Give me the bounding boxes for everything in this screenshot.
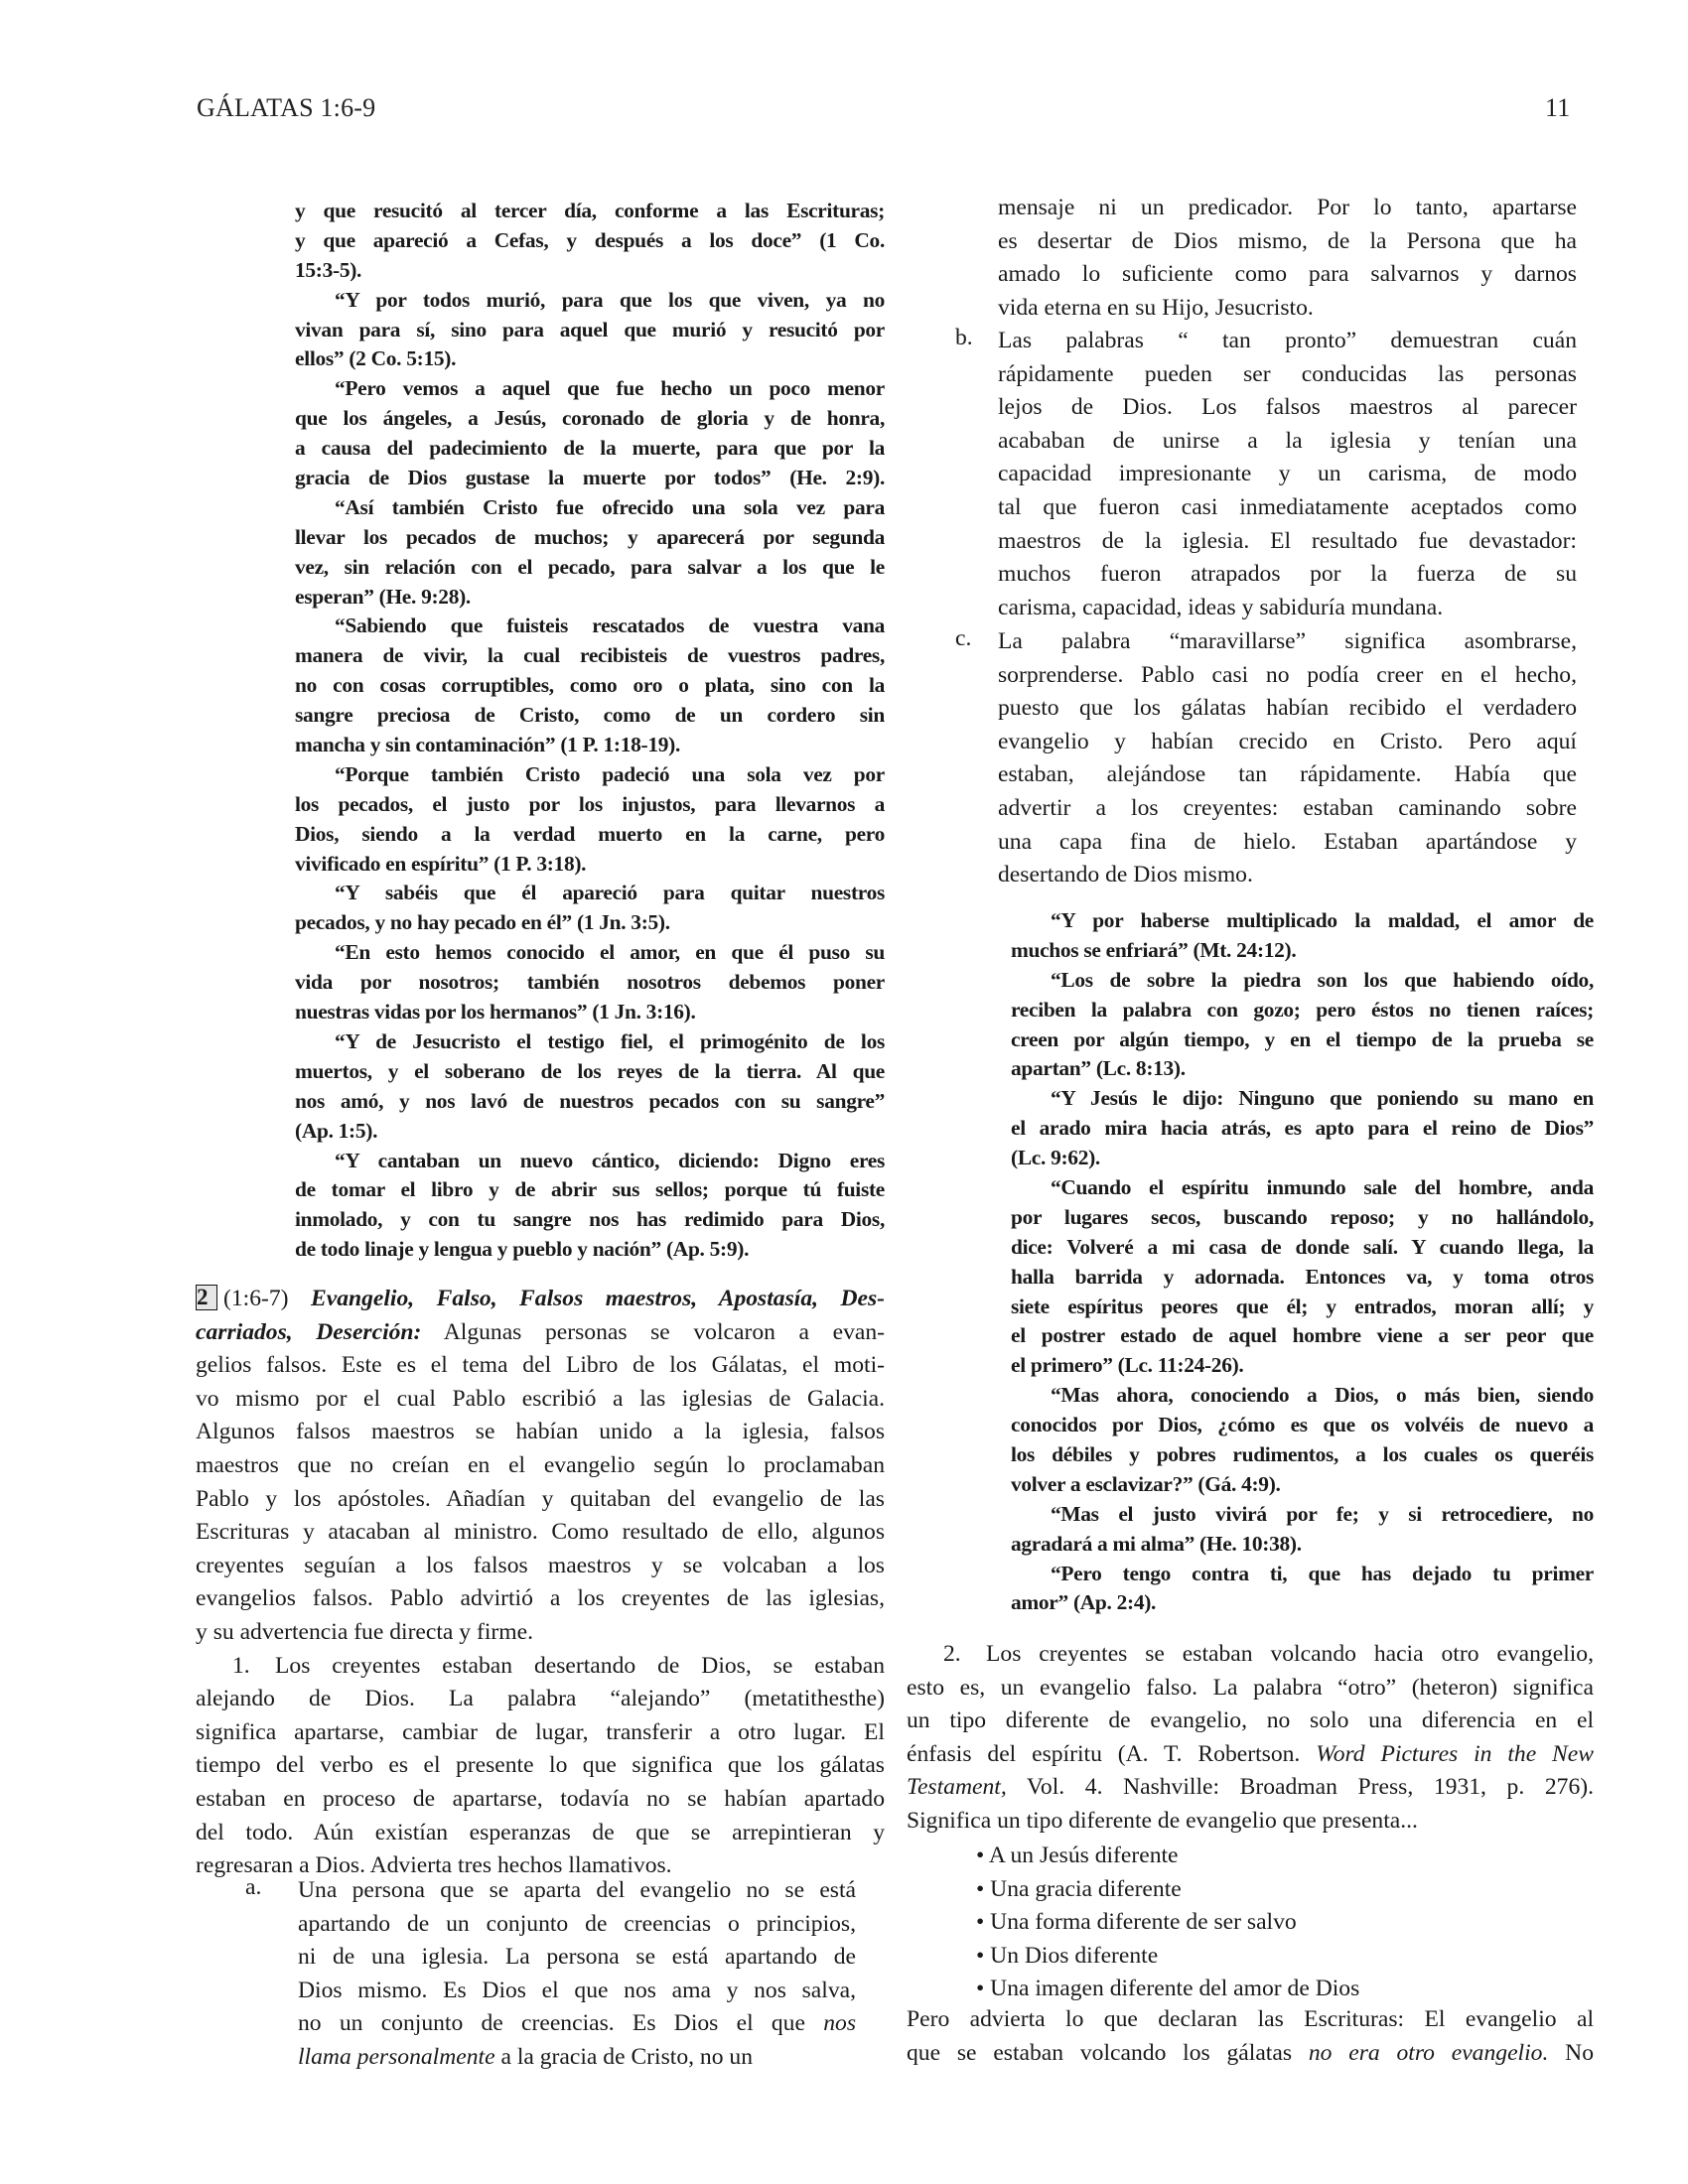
closing-paragraph	[907, 2003, 1594, 2070]
text-line: Dios mismo. Es Dios el que nos ama y nos salva,	[298, 1977, 856, 2003]
text-line: esto es, un evangelio falso. La palabra “otro” (heteron) significa	[907, 1674, 1594, 1701]
running-title: GÁLATAS 1:6-9	[197, 93, 376, 122]
text-line: es desertar de Dios mismo, de la Persona que ha	[998, 227, 1577, 254]
text-line: de todo linaje y lengua y pueblo y nación” (Ap. 5:9).	[295, 1237, 750, 1262]
text-line: vida por nosotros; también nosotros debemos poner	[295, 970, 885, 995]
text-line: no con cosas corruptibles, como oro o plata, sino con la	[295, 673, 885, 698]
text-line: pecados, y no hay pecado en él” (1 Jn. 3:5).	[295, 910, 670, 935]
text-line: advertir a los creyentes: estaban caminando sobre	[998, 794, 1577, 821]
text-line: lejos de Dios. Los falsos maestros al parecer	[998, 394, 1577, 421]
text-line: “Pero vemos a aquel que fue hecho un poco menor	[335, 376, 885, 401]
text-line: evangelios falsos. Pablo advirtió a los creyentes de las iglesias,	[196, 1585, 885, 1612]
section-heading-line-1	[196, 1283, 885, 1316]
text-line: “Cuando el espíritu inmundo sale del hombre, anda	[1051, 1175, 1594, 1200]
text-line: creen por algún tiempo, y en el tiempo de la prueba se	[1011, 1026, 1594, 1051]
text-line: vivan para sí, sino para aquel que murió y resucitó por	[295, 317, 885, 341]
section-2	[196, 1283, 885, 1883]
text-line: “Mas ahora, conociendo a Dios, o más bien, siendo	[1051, 1383, 1594, 1408]
right-quote-block	[1011, 906, 1594, 1618]
text-line: Significa un tipo diferente de evangelio que presenta...	[907, 1807, 1418, 1834]
point-2-body	[907, 1672, 1594, 1839]
text-line: y que apareció a Cefas, y después a los doce” (1 Co.	[295, 227, 885, 252]
text-line: siete espíritus peores que él; y entrados, moran allí; y	[1011, 1294, 1594, 1318]
text-line: Dios, siendo a la verdad muerto en la carne, pero	[295, 821, 885, 846]
closing-text-end: No	[1548, 2039, 1594, 2066]
text-line: rápidamente pueden ser conducidas las personas	[998, 360, 1577, 387]
text-line: La palabra “maravillarse” significa asombrarse,	[998, 628, 1577, 654]
left-quote-block	[295, 197, 885, 1265]
section-number-box: 2	[196, 1285, 217, 1310]
text-line: nos amó, y nos lavó de nuestros pecados con su sangre”	[295, 1088, 885, 1113]
text-line: gracia de Dios gustase la muerte por todos” (He. 2:9).	[295, 466, 885, 490]
bullet-item: • Una forma diferente de ser salvo	[976, 1909, 1297, 1936]
section-topics-continued: carriados, Deserción:	[196, 1318, 422, 1345]
text-line: maestros de la iglesia. El resultado fue devastador:	[998, 527, 1577, 554]
text-line: sorprenderse. Pablo casi no podía creer en el hecho,	[998, 661, 1577, 688]
text-line: manera de vivir, la cual recibisteis de vuestros padres,	[295, 643, 885, 668]
text-line: inmolado, y con tu sangre nos has redimido para Dios,	[295, 1207, 885, 1232]
text-line: que los ángeles, a Jesús, coronado de gloria y de honra,	[295, 406, 885, 431]
text-line: vez, sin relación con el pecado, para salvar a los que le	[295, 554, 885, 579]
bullet-item: • Una gracia diferente	[976, 1875, 1182, 1902]
text-line: “Y por todos murió, para que los que viven, ya no	[335, 287, 885, 312]
text-line: muertos, y el soberano de los reyes de la tierra. Al que	[295, 1058, 885, 1083]
point-2	[907, 1638, 1594, 1839]
text-line: gelios falsos. Este es el tema del Libro de los Gálatas, el moti-	[196, 1352, 885, 1379]
text-line: no un conjunto de creencias. Es Dios el que nos	[298, 2010, 856, 2037]
text-line: sangre preciosa de Cristo, como de un cordero sin	[295, 703, 885, 728]
text-line: amor” (Ap. 2:4).	[1011, 1590, 1157, 1615]
bullet-item: • A un Jesús diferente	[976, 1843, 1179, 1868]
point-1-number: 1.	[232, 1652, 250, 1679]
closing-text: que se estaban volcando los gálatas	[907, 2039, 1309, 2066]
text-line: y su advertencia fue directa y firme.	[196, 1618, 533, 1645]
text-line: creyentes seguían a los falsos maestros y se volcaban a los	[196, 1552, 885, 1578]
text-line: los débiles y pobres rudimentos, a los cuales os queréis	[1011, 1442, 1594, 1467]
text-line: conocidos por Dios, ¿cómo es que os volvéis de nuevo a	[1011, 1413, 1594, 1437]
text-line: mancha y sin contaminación” (1 P. 1:18-19).	[295, 733, 680, 757]
text-line: “Los de sobre la piedra son los que habiendo oído,	[1051, 967, 1594, 992]
bullet-item: • Una imagen diferente del amor de Dios	[976, 1976, 1360, 2002]
text-line: el postrer estado de aquel hombre viene a ser peor que	[1011, 1323, 1594, 1348]
point-1-text: Los creyentes estaban desertando de Dios, se estaban	[275, 1652, 885, 1679]
item-a-continued	[998, 192, 1577, 325]
point-2-first-line	[907, 1638, 1594, 1672]
point-2-number: 2.	[943, 1641, 961, 1667]
text-line: muchos se enfriará” (Mt. 24:12).	[1011, 937, 1297, 962]
text-line: muchos fueron atrapados por la fuerza de su	[998, 561, 1577, 588]
text-line: esperan” (He. 9:28).	[295, 584, 471, 609]
text-line: nuestras vidas por los hermanos” (1 Jn. 3:16).	[295, 1000, 696, 1024]
item-a-label: a.	[245, 1874, 262, 1900]
text-line: Escrituras y atacaban al ministro. Como resultado de ello, algunos	[196, 1519, 885, 1546]
section-heading-line-2	[196, 1316, 885, 1350]
text-line: vivificado en espíritu” (1 P. 3:18).	[295, 851, 587, 876]
text-line: regresaran a Dios. Advierta tres hechos llamativos.	[196, 1852, 672, 1879]
text-line: una capa fina de hielo. Estaban apartándose y	[998, 828, 1577, 855]
item-b-body	[998, 325, 1577, 624]
text-line: halla barrida y adornada. Entonces va, y toma otros	[1011, 1264, 1594, 1289]
text-line: del todo. Aún existían esperanzas de que se arrepintieran y	[196, 1819, 885, 1845]
text-line: (Ap. 1:5).	[295, 1118, 378, 1143]
text-line: a causa del padecimiento de la muerte, para que por la	[295, 436, 885, 461]
text-line: alejando de Dios. La palabra “alejando” (metatithesthe)	[196, 1686, 885, 1712]
text-line: “Y de Jesucristo el testigo fiel, el primogénito de los	[335, 1028, 885, 1053]
text-line: evangelio y habían crecido en Cristo. Pero aquí	[998, 728, 1577, 754]
item-c-label: c.	[955, 625, 972, 651]
text-line: reciben la palabra con gozo; pero éstos no tienen raíces;	[1011, 997, 1594, 1022]
text-line: puesto que los gálatas habían recibido el verdadero	[998, 695, 1577, 722]
text-line: Una persona que se aparta del evangelio no se está	[298, 1877, 856, 1903]
text-line: agradará a mi alma” (He. 10:38).	[1011, 1531, 1302, 1556]
text-line: Las palabras “ tan pronto” demuestran cuán	[998, 328, 1577, 353]
text-line: vida eterna en su Hijo, Jesucristo.	[998, 294, 1314, 321]
text-line: Algunos falsos maestros se habían unido a la iglesia, falsos	[196, 1419, 885, 1445]
closing-line-1: Pero advierta lo que declaran las Escrituras: El evangelio al	[907, 2006, 1594, 2032]
text-line: “Porque también Cristo padeció una sola vez por	[335, 761, 885, 786]
text-line: (Lc. 9:62).	[1011, 1146, 1100, 1170]
text-line: por lugares secos, buscando reposo; y no hallándolo,	[1011, 1204, 1594, 1229]
text-line: tiempo del verbo es el presente lo que significa que los gálatas	[196, 1752, 885, 1779]
text-line: Testament, Vol. 4. Nashville: Broadman Press, 1931, p. 276).	[907, 1774, 1594, 1801]
text-line: Pablo y los apóstoles. Añadían y quitaban del evangelio de las	[196, 1485, 885, 1512]
text-line: amado lo suficiente como para salvarnos y darnos	[998, 261, 1577, 288]
text-line: mensaje ni un predicador. Por lo tanto, apartarse	[998, 195, 1577, 220]
text-line: vo mismo por el cual Pablo escribió a las iglesias de Galacia.	[196, 1385, 885, 1412]
text-line: maestros que no creían en el evangelio según lo proclamaban	[196, 1451, 885, 1478]
section-topics: Evangelio, Falso, Falsos maestros, Apostasía, Des-	[310, 1286, 886, 1311]
text-line: “Y por haberse multiplicado la maldad, el amor de	[1051, 908, 1594, 932]
text-line: dice: Volveré a mi casa de donde salí. Y cuando llega, la	[1011, 1234, 1594, 1259]
text-line: apartan” (Lc. 8:13).	[1011, 1056, 1186, 1081]
text-line: y que resucitó al tercer día, conforme a las Escrituras;	[295, 199, 885, 222]
text-line: ellos” (2 Co. 5:15).	[295, 346, 457, 371]
item-c-body	[998, 625, 1577, 892]
text-line: significa apartarse, cambiar de lugar, transferir a otro lugar. El	[196, 1718, 885, 1745]
text-line: los pecados, el justo por los injustos, para llevarnos a	[295, 791, 885, 816]
text-line: “Pero tengo contra ti, que has dejado tu primer	[1051, 1561, 1594, 1585]
text-line: el primero” (Lc. 11:24-26).	[1011, 1353, 1244, 1378]
text-line: estaban, alejándose tan rápidamente. Había que	[998, 761, 1577, 788]
text-line: estaban en proceso de apartarse, todavía no se habían apartado	[196, 1785, 885, 1812]
bullet-list	[976, 1840, 1572, 2006]
text-line: “Y Jesús le dijo: Ninguno que poniendo su mano en	[1051, 1086, 1594, 1111]
closing-emphasis: no era otro evangelio.	[1308, 2039, 1549, 2066]
text-line: desertando de Dios mismo.	[998, 862, 1253, 888]
text-line: llama personalmente a la gracia de Cristo, no un	[298, 2043, 754, 2070]
text-line: “Y cantaban un nuevo cántico, diciendo: Digno eres	[335, 1148, 885, 1172]
closing-line-2	[907, 2037, 1594, 2071]
bullet-item: • Un Dios diferente	[976, 1942, 1159, 1969]
text-line: “Y sabéis que él apareció para quitar nuestros	[335, 881, 885, 905]
text-line: énfasis del espíritu (A. T. Robertson. Word Pictures in the New	[907, 1740, 1594, 1767]
text-line: acababan de unirse a la iglesia y tenían una	[998, 427, 1577, 454]
section-intro: Algunas personas se volcaron a evan-	[421, 1318, 885, 1345]
text-line: de tomar el libro y de abrir sus sellos; porque tú fuiste	[295, 1177, 885, 1202]
text-line: “En esto hemos conocido el amor, en que él puso su	[335, 940, 885, 965]
item-b-label: b.	[955, 325, 973, 350]
text-line: tal que fueron casi inmediatamente aceptados como	[998, 493, 1577, 520]
text-line: un tipo diferente de evangelio, no solo una diferencia en el	[907, 1707, 1594, 1734]
point-1-first-line	[196, 1650, 885, 1684]
text-line: 15:3-5).	[295, 257, 362, 282]
point-2-text: Los creyentes se estaban volcando hacia otro evangelio,	[986, 1641, 1594, 1667]
point-1-body	[196, 1683, 885, 1883]
section-reference: (1:6-7)	[223, 1286, 289, 1311]
text-line: volver a esclavizar?” (Gá. 4:9).	[1011, 1471, 1281, 1496]
text-line: carisma, capacidad, ideas y sabiduría mundana.	[998, 594, 1444, 620]
text-line: llevar los pecados de muchos; y aparecerá por segunda	[295, 524, 885, 549]
item-a-body	[298, 1874, 856, 2075]
text-line: “Así también Cristo fue ofrecido una sola vez para	[335, 494, 885, 519]
text-line: apartando de un conjunto de creencias o principios,	[298, 1910, 856, 1937]
page-number: 11	[1545, 93, 1571, 122]
section-body	[196, 1349, 885, 1649]
text-line: “Mas el justo vivirá por fe; y si retrocediere, no	[1051, 1501, 1594, 1526]
text-line: “Sabiendo que fuisteis rescatados de vuestra vana	[335, 614, 885, 638]
text-line: capacidad impresionante y un carisma, de modo	[998, 461, 1577, 487]
text-line: ni de una iglesia. La persona se está apartando de	[298, 1944, 856, 1971]
text-line: el arado mira hacia atrás, es apto para el reino de Dios”	[1011, 1116, 1594, 1141]
